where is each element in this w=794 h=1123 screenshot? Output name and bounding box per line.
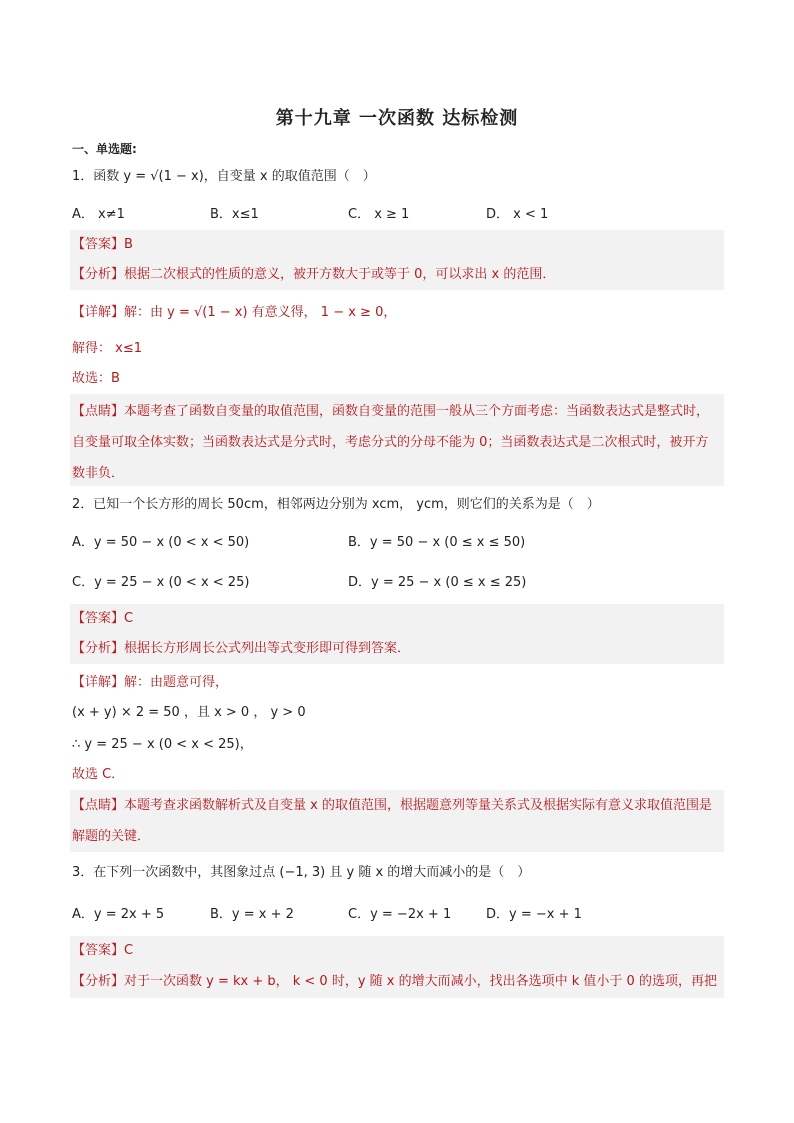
q2-choose: 故选 C． [72,767,125,782]
q2-comment: 【点睛】本题考查求函数解析式及自变量 x 的取值范围，根据题意列等量关系式及根据实际有意义求取值范围是解题的关键． [72,798,712,844]
q1-option-c: C． x ≥ 1 [348,207,410,222]
q1-stem: 1．函数 y = √(1 − x)，自变量 x 的取值范围（ ） [72,169,376,184]
q1-answer-box [70,230,724,260]
section-heading: 一、单选题: [72,142,137,156]
q1-detail: 【详解】解：由 y = √(1 − x) 有意义得， 1 − x ≥ 0， [72,305,397,320]
q2-option-c: C．y = 25 − x (0 < x < 25) [72,575,250,590]
q2-answer: 【答案】C [72,611,134,626]
q1-option-a: A． x≠1 [72,207,125,222]
q3-option-a: A．y = 2x + 5 [72,907,165,922]
q2-option-a: A．y = 50 − x (0 < x < 50) [72,535,250,550]
q3-stem: 3．在下列一次函数中，其图象过点 (−1, 3) 且 y 随 x 的增大而减小的是（ ） [72,865,531,880]
q3-analysis: 【分析】对于一次函数 y = kx + b， k < 0 时，y 随 x 的增大而减小，找出各选项中 k 值小于 0 的选项，再把 [72,974,717,989]
q2-detail: 【详解】解：由题意可得， [72,675,229,690]
q3-option-b: B．y = x + 2 [210,907,294,922]
q3-answer-box [70,936,724,966]
q1-analysis: 【分析】根据二次根式的性质的意义，被开方数大于或等于 0，可以求出 x 的范围． [72,267,556,282]
q2-option-b: B．y = 50 − x (0 ≤ x ≤ 50) [348,535,526,550]
q3-option-c: C．y = −2x + 1 [348,907,452,922]
q1-solve: 解得： x≤1 [72,341,142,356]
page-title: 第十九章 一次函数 达标检测 [275,108,519,129]
q1-option-d: D． x < 1 [486,207,549,222]
q3-option-d: D．y = −x + 1 [486,907,582,922]
q2-equation-1: (x + y) × 2 = 50 ，且 x > 0 ， y > 0 [72,705,306,720]
q3-answer: 【答案】C [72,943,134,958]
q2-option-d: D．y = 25 − x (0 ≤ x ≤ 25) [348,575,527,590]
q1-answer: 【答案】B [72,237,133,252]
q2-stem: 2．已知一个长方形的周长 50cm，相邻两边分别为 xcm， ycm，则它们的关系为是（ ） [72,497,600,512]
q1-choose: 故选：B [72,371,120,386]
q1-option-b: B．x≤1 [210,207,259,222]
q2-answer-box [70,604,724,634]
q2-analysis: 【分析】根据长方形周长公式列出等式变形即可得到答案． [72,641,411,656]
q1-comment: 【点睛】本题考查了函数自变量的取值范围，函数自变量的范围一般从三个方面考虑：当函数表达式是整式时，自变量可取全体实数；当函数表达式是分式时，考虑分式的分母不能为 0；当函数表达式是二次根式时，被开方数非负． [72,404,710,481]
q2-equation-2: ∴ y = 25 − x (0 < x < 25)， [72,737,253,752]
